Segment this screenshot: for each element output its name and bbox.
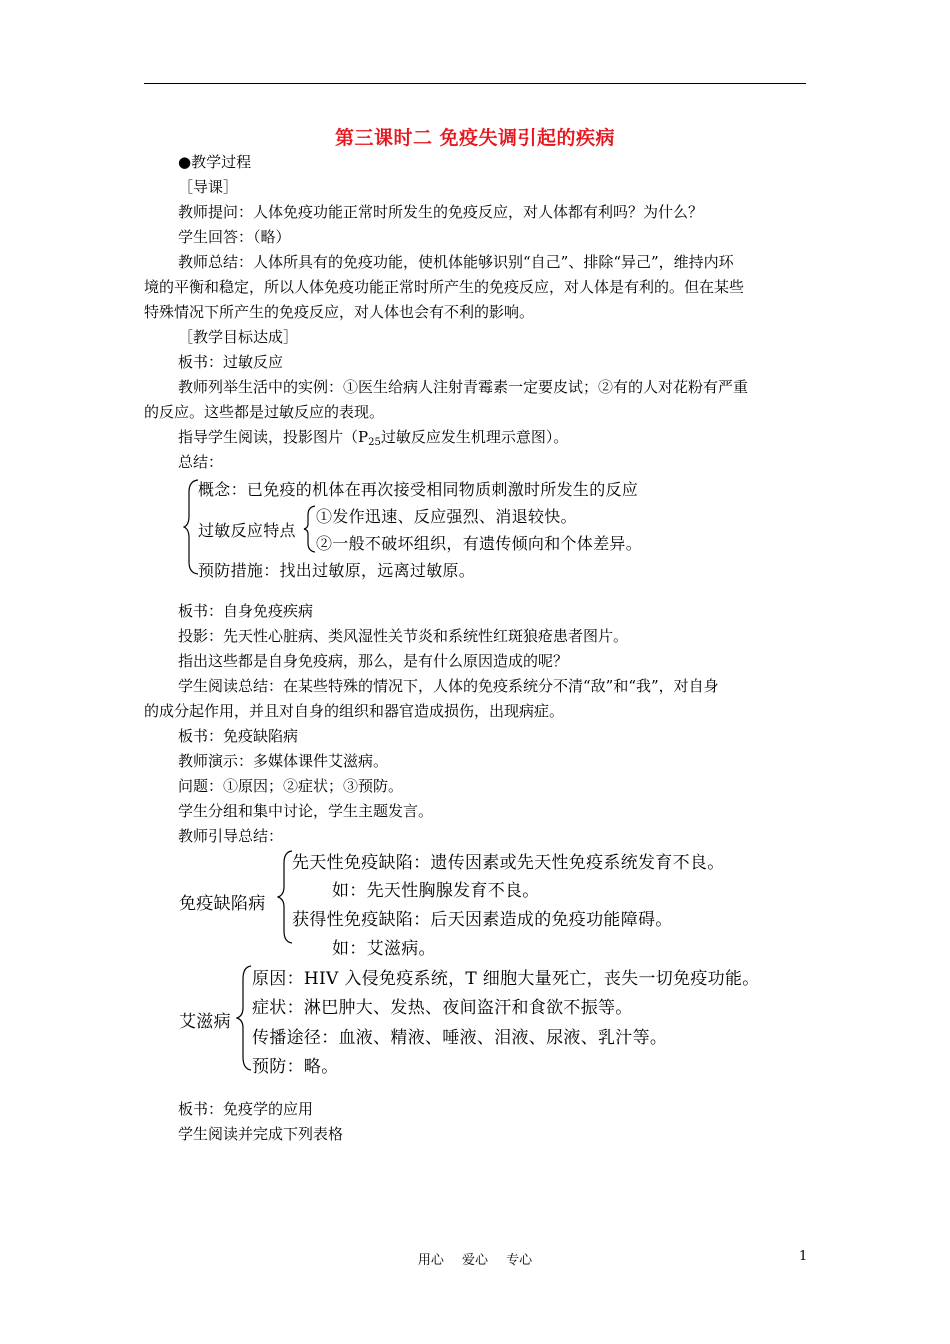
subheading: ［教学目标达成］ — [178, 328, 299, 346]
paragraph-line: 总结： — [178, 453, 224, 471]
immunodeficiency-label: 免疫缺陷病 — [179, 894, 266, 914]
allergy-feature-2: ②一般不破坏组织，有遗传倾向和个体差异。 — [316, 534, 643, 553]
paragraph-line: 教师提问：人体免疫功能正常时所发生的免疫反应，对人体都有利吗？为什么？ — [178, 203, 704, 221]
acquired-immunodeficiency: 获得性免疫缺陷：后天因素造成的免疫功能障碍。 — [292, 910, 673, 930]
paragraph-line: 投影：先天性心脏病、类风湿性关节炎和系统性红斑狼疮患者图片。 — [178, 627, 629, 645]
paragraph-line: 境的平衡和稳定，所以人体免疫功能正常时所产生的免疫反应，对人体是有利的。但在某些 — [144, 278, 745, 296]
paragraph-line: 教师引导总结： — [178, 827, 284, 845]
paragraph-line: 教师演示：多媒体课件艾滋病。 — [178, 752, 389, 770]
board-note: 板书：过敏反应 — [178, 353, 284, 371]
paragraph-line: 的反应。这些都是过敏反应的表现。 — [144, 403, 385, 421]
board-note: 板书：自身免疫疾病 — [178, 602, 314, 620]
congenital-example: 如：先天性胸腺发育不良。 — [332, 881, 540, 901]
header-rule — [144, 83, 806, 84]
allergy-features-brace — [303, 504, 317, 554]
board-note: 板书：免疫学的应用 — [178, 1100, 314, 1118]
board-note: 板书：免疫缺陷病 — [178, 727, 299, 745]
subheading: ［导课］ — [178, 178, 239, 196]
paragraph-line: 教师列举生活中的实例：①医生给病人注射青霉素一定要皮试；②有的人对花粉有严重 — [178, 378, 749, 396]
aids-prevention: 预防：略。 — [252, 1057, 339, 1077]
paragraph-line: 学生回答：（略） — [178, 228, 291, 246]
page-number: 1 — [799, 1249, 808, 1264]
paragraph-line: 指导学生阅读，投影图片（$P_{25}$过敏反应发生机理示意图）。 — [178, 428, 569, 448]
paragraph-line: 学生阅读总结：在某些特殊的情况下，人体的免疫系统分不清“敌”和“我”，对自身 — [178, 677, 719, 695]
allergy-feature-1: ①发作迅速、反应强烈、消退较快。 — [316, 507, 577, 526]
allergy-features-label: 过敏反应特点 — [198, 521, 296, 540]
aids-symptoms: 症状：淋巴肿大、发热、夜间盗汗和食欲不振等。 — [252, 998, 633, 1018]
paragraph-line: 指出这些都是自身免疫病，那么，是有什么原因造成的呢？ — [178, 652, 569, 670]
page-title: 第三课时二 免疫失调引起的疾病 — [334, 127, 616, 149]
aids-label: 艾滋病 — [179, 1012, 231, 1032]
footer-slogan: 用心 爱心 专心 — [417, 1253, 533, 1268]
allergy-prevention: 预防措施：找出过敏原，远离过敏原。 — [198, 561, 476, 580]
acquired-example: 如：艾滋病。 — [332, 939, 436, 959]
paragraph-line: 学生阅读并完成下列表格 — [178, 1125, 344, 1143]
paragraph-line: 教师总结：人体所具有的免疫功能，使机体能够识别“自己”、排除“异己”，维持内环 — [178, 253, 734, 271]
section-heading: ●教学过程 — [178, 153, 252, 171]
allergy-concept: 概念：已免疫的机体在再次接受相同物质刺激时所发生的反应 — [198, 480, 639, 499]
congenital-immunodeficiency: 先天性免疫缺陷：遗传因素或先天性免疫系统发育不良。 — [292, 853, 725, 873]
paragraph-line: 的成分起作用，并且对自身的组织和器官造成损伤，出现病症。 — [144, 702, 565, 720]
paragraph-line: 问题：①原因；②症状；③预防。 — [178, 777, 404, 795]
paragraph-line: 特殊情况下所产生的免疫反应，对人体也会有不利的影响。 — [144, 303, 535, 321]
aids-cause: 原因：HIV 入侵免疫系统，T 细胞大量死亡，丧失一切免疫功能。 — [252, 969, 760, 989]
aids-transmission: 传播途径：血液、精液、唾液、泪液、尿液、乳汁等。 — [252, 1028, 668, 1048]
paragraph-line: 学生分组和集中讨论，学生主题发言。 — [178, 802, 434, 820]
